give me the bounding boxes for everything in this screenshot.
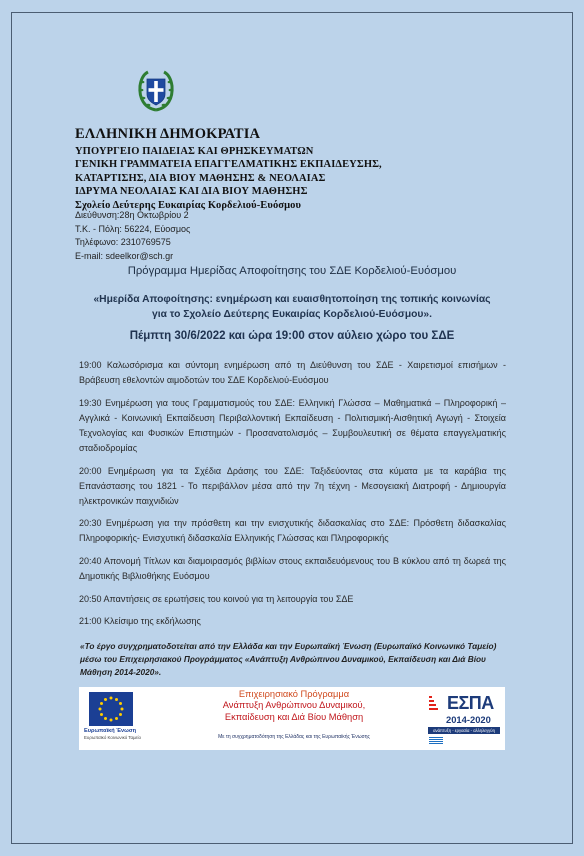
foundation-heading: ΙΔΡΥΜΑ ΝΕΟΛΑΙΑΣ ΚΑΙ ΔΙΑ ΒΙΟΥ ΜΑΘΗΣΗΣ bbox=[75, 186, 308, 198]
espa-years: 2014-2020 bbox=[446, 714, 491, 725]
eu-subcaption: Ευρωπαϊκό Κοινωνικό Ταμείο bbox=[84, 735, 141, 740]
address-line: Διεύθυνση:28η Οκτωβρίου 2 bbox=[75, 210, 189, 220]
greek-coat-of-arms-icon bbox=[136, 70, 176, 112]
email-line: E-mail: sdeelkor@sch.gr bbox=[75, 250, 174, 261]
contact-details bbox=[75, 209, 190, 263]
schedule-item: 20:00 Ενημέρωση για τα Σχέδια Δράσης του ΣΔΕ: Ταξιδεύοντας στα κύματα με τα καράβια της Επανάστασης του 1821 - Το περιβάλλον μέσα από την 7η τέχνη - Μεσογειακή Διατροφή - Δημιουργία ηλεκτρονικών παιχνιδιών bbox=[79, 466, 506, 506]
espa-tagline: ανάπτυξη - εργασία - αλληλεγγύη bbox=[428, 727, 500, 734]
letterhead bbox=[75, 126, 515, 212]
cofunding-caption: Με τη συγχρηματοδότηση της Ελλάδας και της Ευρωπαϊκής Ένωσης bbox=[218, 734, 370, 740]
secretariat-heading: ΓΕΝΙΚΗ ΓΡΑΜΜΑΤΕΙΑ ΕΠΑΓΓΕΛΜΑΤΙΚΗΣ ΕΚΠΑΙΔΕΥΣΗΣ, bbox=[75, 159, 382, 171]
eu-caption: Ευρωπαϊκή Ένωση bbox=[84, 728, 137, 734]
school-heading: Σχολείο Δεύτερης Ευκαιρίας Κορδελιού-Ευόσμου bbox=[75, 199, 302, 211]
programme-line-2: Ανάπτυξη Ανθρώπινου Δυναμικού, bbox=[222, 700, 366, 711]
country-heading: ΕΛΛΗΝΙΚΗ ΔΗΜΟΚΡΑΤΙΑ bbox=[75, 126, 261, 142]
event-subtitle-line-1: «Ημερίδα Αποφοίτησης: ενημέρωση και ευαισθητοποίηση της τοπικής κοινωνίας bbox=[93, 294, 491, 305]
schedule-item: 20:30 Ενημέρωση για την πρόσθετη και την ενισχυτικής διδασκαλίας στο ΣΔΕ: Πρόσθετη διδασκαλίας Πληροφορικής- Ενισχυτική διδασκαλία Ελληνικής Γλώσσας και Πληροφορικής bbox=[79, 518, 506, 543]
programme-line-3: Εκπαίδευση και Διά Βίου Μάθηση bbox=[224, 711, 364, 722]
ministry-heading: ΥΠΟΥΡΓΕΙΟ ΠΑΙΔΕΙΑΣ ΚΑΙ ΘΡΗΣΚΕΥΜΑΤΩΝ bbox=[75, 146, 314, 157]
funding-note: «Το έργο συγχρηματοδοτείται από την Ελλάδα και την Ευρωπαϊκή Ένωση (Ευρωπαϊκό Κοινωνικό Ταμείο) μέσω του Επιχειρησιακού Προγράμματος «Ανάπτυξη Ανθρώπινου Δυναμικού, Εκπαίδευση και Διά Βίου Μάθηση 2014-2020». bbox=[80, 641, 497, 678]
phone-line: Τηλέφωνο: 2310769575 bbox=[75, 237, 171, 248]
funding-banner bbox=[79, 687, 505, 750]
eu-flag-icon bbox=[89, 692, 133, 726]
schedule-item: 20:40 Απονομή Τίτλων και διαμοιρασμός βιβλίων στους εκπαιδευόμενους του Β κύκλου από τη δωρεά της Δημοτικής Βιβλιοθήκης Ευόσμου bbox=[79, 556, 506, 581]
postal-code-line: Τ.Κ. - Πόλη: 56224, Εύοσμος bbox=[75, 223, 191, 234]
event-subtitle-line-2: για το Σχολείο Δεύτερης Ευκαιρίας Κορδελιού-Ευόσμου». bbox=[151, 309, 433, 320]
schedule-item: 19:30 Ενημέρωση για τους Γραμματισμούς του ΣΔΕ: Ελληνική Γλώσσα – Μαθηματικά – Πληροφορική – Αγγλικά - Κοινωνική Εκπαίδευση Περιβαλλοντική Εκπαίδευση - Πολιτισμική-Αισθητική Αγωγή - Στοιχεία Τεχνολογίας και Φυσικών Επιστημών - Προσανατολισμός – Συμβουλευτική σε θέματα επαγγελματικής σταδιοδρομίας bbox=[79, 398, 506, 453]
schedule-item: 19:00 Καλωσόρισμα και σύντομη ενημέρωση από τη Διεύθυνση του ΣΔΕ - Χαιρετισμοί επισήμων - Βράβευση εθελοντών αιμοδοτών του ΣΔΕ Κορδελιού-Ευόσμου bbox=[79, 360, 506, 385]
event-subtitle bbox=[0, 292, 584, 322]
programme-line-1: Επιχειρησιακό Πρόγραμμα bbox=[238, 689, 350, 699]
schedule-item: 21:00 Κλείσιμο της εκδήλωσης bbox=[79, 616, 201, 626]
operational-programme-title bbox=[174, 689, 414, 723]
secretariat-heading-cont: ΚΑΤΑΡΤΙΣΗΣ, ΔΙΑ ΒΙΟΥ ΜΑΘΗΣΗΣ & ΝΕΟΛΑΙΑΣ bbox=[75, 172, 326, 184]
schedule-item: 20:50 Απαντήσεις σε ερωτήσεις του κοινού για τη λειτουργία του ΣΔΕ bbox=[79, 594, 354, 604]
event-date: Πέμπτη 30/6/2022 και ώρα 19:00 στον αύλειο χώρο του ΣΔΕ bbox=[129, 330, 455, 342]
espa-wordmark: ΕΣΠΑ bbox=[447, 693, 494, 713]
program-title: Πρόγραμμα Ημερίδας Αποφοίτησης του ΣΔΕ Κορδελιού-Ευόσμου bbox=[127, 265, 457, 277]
